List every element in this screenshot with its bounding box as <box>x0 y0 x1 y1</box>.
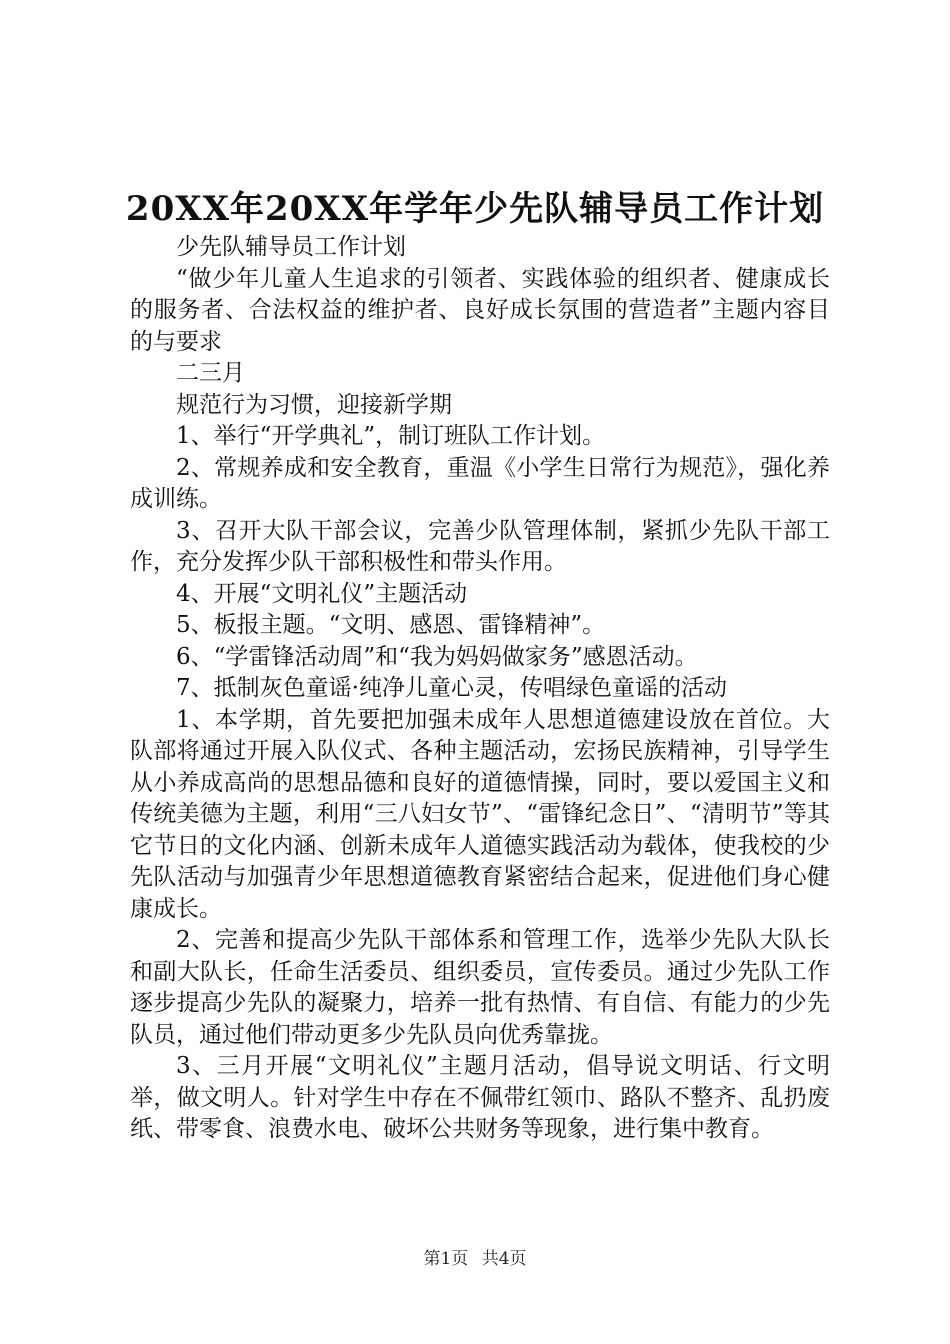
paragraph-item-7: 7、抵制灰色童谣·纯净儿童心灵，传唱绿色童谣的活动 <box>176 675 727 701</box>
paragraph-section-3: 3、三月开展“文明礼仪”主题月活动，倡导说文明话、行文明举，做文明人。针对学生中存在不佩带红领巾、路队不整齐、乱扔废纸、带零食、浪费水电、破坏公共财务等现象，进行集中教育。 <box>130 1053 830 1142</box>
paragraph-item-2: 2、常规养成和安全教育，重温《小学生日常行为规范》，强化养成训练。 <box>130 454 830 512</box>
paragraph-month: 二三月 <box>176 360 245 386</box>
paragraph-item-5: 5、板报主题。“文明、感恩、雷锋精神”。 <box>176 612 606 638</box>
paragraph-item-3: 3、召开大队干部会议，完善少队管理体制，紧抓少先队干部工作，充分发挥少队干部积极性和带头作用。 <box>130 517 830 575</box>
paragraph-section-2: 2、完善和提高少先队干部体系和管理工作，选举少先队大队长和副大队长，任命生活委员、组织委员，宣传委员。通过少先队工作逐步提高少先队的凝聚力，培养一批有热情、有自信、有能力的少先队员，通过他们带动更多少先队员向优秀靠拢。 <box>130 927 830 1048</box>
paragraph-heading: 规范行为习惯，迎接新学期 <box>176 391 452 418</box>
document-title: 20XX年20XX年学年少先队辅导员工作计划 <box>125 189 825 229</box>
page-number: 第1页 <box>423 1249 469 1269</box>
paragraph-item-1: 1、举行“开学典礼”，制订班队工作计划。 <box>176 423 606 449</box>
document-body <box>130 232 830 1146</box>
page-total: 共4页 <box>481 1249 527 1269</box>
paragraph-subtitle: 少先队辅导员工作计划 <box>176 234 406 260</box>
paragraph-theme: “做少年儿童人生追求的引领者、实践体验的组织者、健康成长的服务者、合法权益的维护者、良好成长氛围的营造者”主题内容目的与要求 <box>130 265 830 355</box>
page-footer <box>0 1244 950 1269</box>
paragraph-section-1: 1、本学期，首先要把加强未成年人思想道德建设放在首位。大队部将通过开展入队仪式、各种主题活动，宏扬民族精神，引导学生从小养成高尚的思想品德和良好的道德情操，同时，要以爱国主义和传统美德为主题，利用“三八妇女节”、“雷锋纪念日”、“清明节”等其它节日的文化内涵、创新未成年人道德实践活动为载体，使我校的少先队活动与加强青少年思想道德教育紧密结合起来，促进他们身心健康成长。 <box>130 706 830 922</box>
paragraph-item-6: 6、“学雷锋活动周”和“我为妈妈做家务”感恩活动。 <box>176 643 698 670</box>
paragraph-item-4: 4、开展“文明礼仪”主题活动 <box>176 580 468 607</box>
